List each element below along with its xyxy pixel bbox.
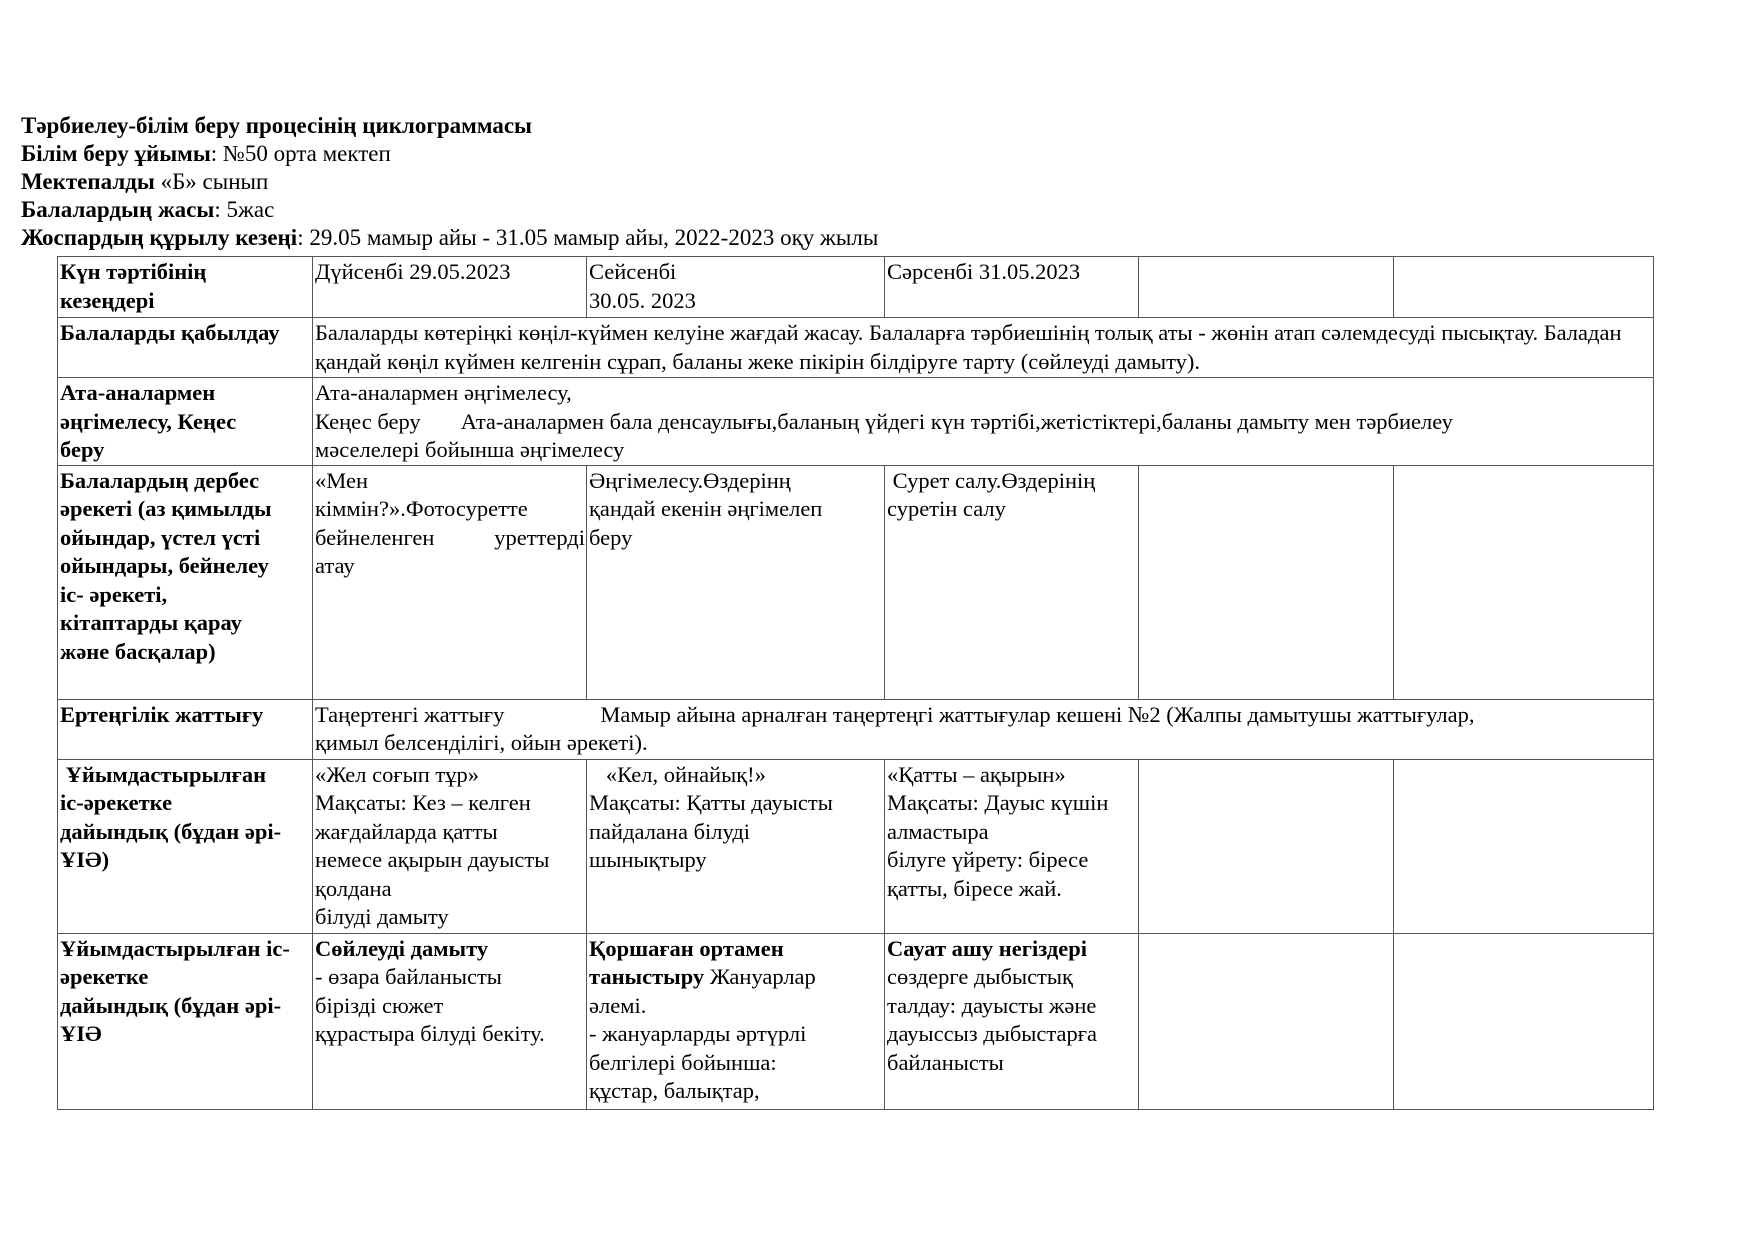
table-row-reception [58, 318, 1654, 378]
wednesday-header: Сәрсенбі 31.05.2023 [885, 257, 1139, 318]
prep1-tuesday: «Кел, ойнайық!» Мақсаты: Қатты дауысты пайдалана білуді шынықтыру [587, 759, 885, 933]
empty-cell [1139, 465, 1394, 699]
prep2-wednesday: Сауат ашу негіздері сөздерге дыбыстық талдау: дауысты және дауыссыз дыбыстарға байланысты [885, 933, 1139, 1109]
monday-header: Дүйсенбі 29.05.2023 [313, 257, 587, 318]
reception-text: Балаларды көтеріңкі көңіл-күймен келуіне жағдай жасау. Балаларға тәрбиешінің толық аты - жөнін атап сәлемдесуді пысықтау. Баладан қандай көңіл күймен келгенін сұрап, баланы жеке пікірін білдіруге тарту (сөйлеуді дамыту). [313, 318, 1654, 378]
prep1-monday: «Жел соғып тұр» Мақсаты: Кез – келген жағдайларда қатты немесе ақырын дауысты қолдана білуді дамыту [313, 759, 587, 933]
row-label: Ертеңгілік жаттығу [58, 699, 313, 759]
table-header-row [58, 257, 1654, 318]
period-line: Жоспардың құрылу кезеңі: 29.05 мамыр айы - 31.05 мамыр айы, 2022-2023 оқу жылы [21, 225, 879, 250]
empty-cell [1394, 759, 1654, 933]
row-label: Ата-аналармен әңгімелесу, Кеңес беру [58, 378, 313, 466]
parents-text: Ата-аналармен әңгімелесу, Кеңес беру Ата-аналармен бала денсаулығы,баланың үйдегі күн тәртібі,жетістіктері,баланы дамыту мен тәрбиелеу мәселелері бойынша әңгімелесу [313, 378, 1654, 466]
day-stages-header: Күн тәртібінің кезеңдері [58, 257, 313, 318]
doc-title: Тәрбиелеу-білім беру процесінің циклограммасы [21, 113, 533, 138]
empty-cell [1394, 933, 1654, 1109]
prep2-tuesday: Қоршаған ортамен таныстыру Жануарлар әлемі. - жануарларды әртүрлі белгілері бойынша: құстар, балықтар, [587, 933, 885, 1109]
prep2-monday: Сөйлеуді дамыту - өзара байланысты бірізді сюжет құрастыра білуді бекіту. [313, 933, 587, 1109]
empty-cell [1139, 933, 1394, 1109]
empty-cell [1139, 257, 1394, 318]
table-row-parents [58, 378, 1654, 466]
tuesday-header: Сейсенбі 30.05. 2023 [587, 257, 885, 318]
row-label: Балаларды қабылдау [58, 318, 313, 378]
row-label: Ұйымдастырылған іс- әрекетке дайындық (бұдан әрі- ҰІӘ [58, 933, 313, 1109]
row-label: Балалардың дербес әрекеті (аз қимылды ойындар, үстел үсті ойындары, бейнелеу іс- әрекеті, кітаптарды қарау және басқалар) [58, 465, 313, 699]
table-row-prep2 [58, 933, 1654, 1109]
exercise-text: Таңертенгі жаттығу Мамыр айына арналған таңертеңгі жаттығулар кешені №2 (Жалпы дамытушы жаттығулар, қимыл белсенділігі, ойын әрекеті). [313, 699, 1654, 759]
schedule-table [57, 256, 1654, 1110]
table-row-independent [58, 465, 1654, 699]
independent-wednesday: Сурет салу.Өздерінің суретін салу [885, 465, 1139, 699]
class-line: Мектепалды «Б» сынып [21, 169, 269, 194]
document-header [21, 112, 878, 252]
empty-cell [1139, 759, 1394, 933]
table-row-exercise [58, 699, 1654, 759]
org-line: Білім беру ұйымы: №50 орта мектеп [21, 141, 391, 166]
prep1-wednesday: «Қатты – ақырын» Мақсаты: Дауыс күшін алмастыра білуге үйрету: біресе қатты, біресе жай. [885, 759, 1139, 933]
empty-cell [1394, 465, 1654, 699]
empty-cell [1394, 257, 1654, 318]
row-label: Ұйымдастырылған іс-әрекетке дайындық (бұдан әрі- ҰІӘ) [58, 759, 313, 933]
independent-tuesday: Әңгімелесу.Өздерінң қандай екенін әңгімелеп беру [587, 465, 885, 699]
age-line: Балалардың жасы: 5жас [21, 197, 275, 222]
independent-monday: «Мен кіммін?».Фотосуретте бейнеленген уреттерді атау [313, 465, 587, 699]
table-row-prep1 [58, 759, 1654, 933]
